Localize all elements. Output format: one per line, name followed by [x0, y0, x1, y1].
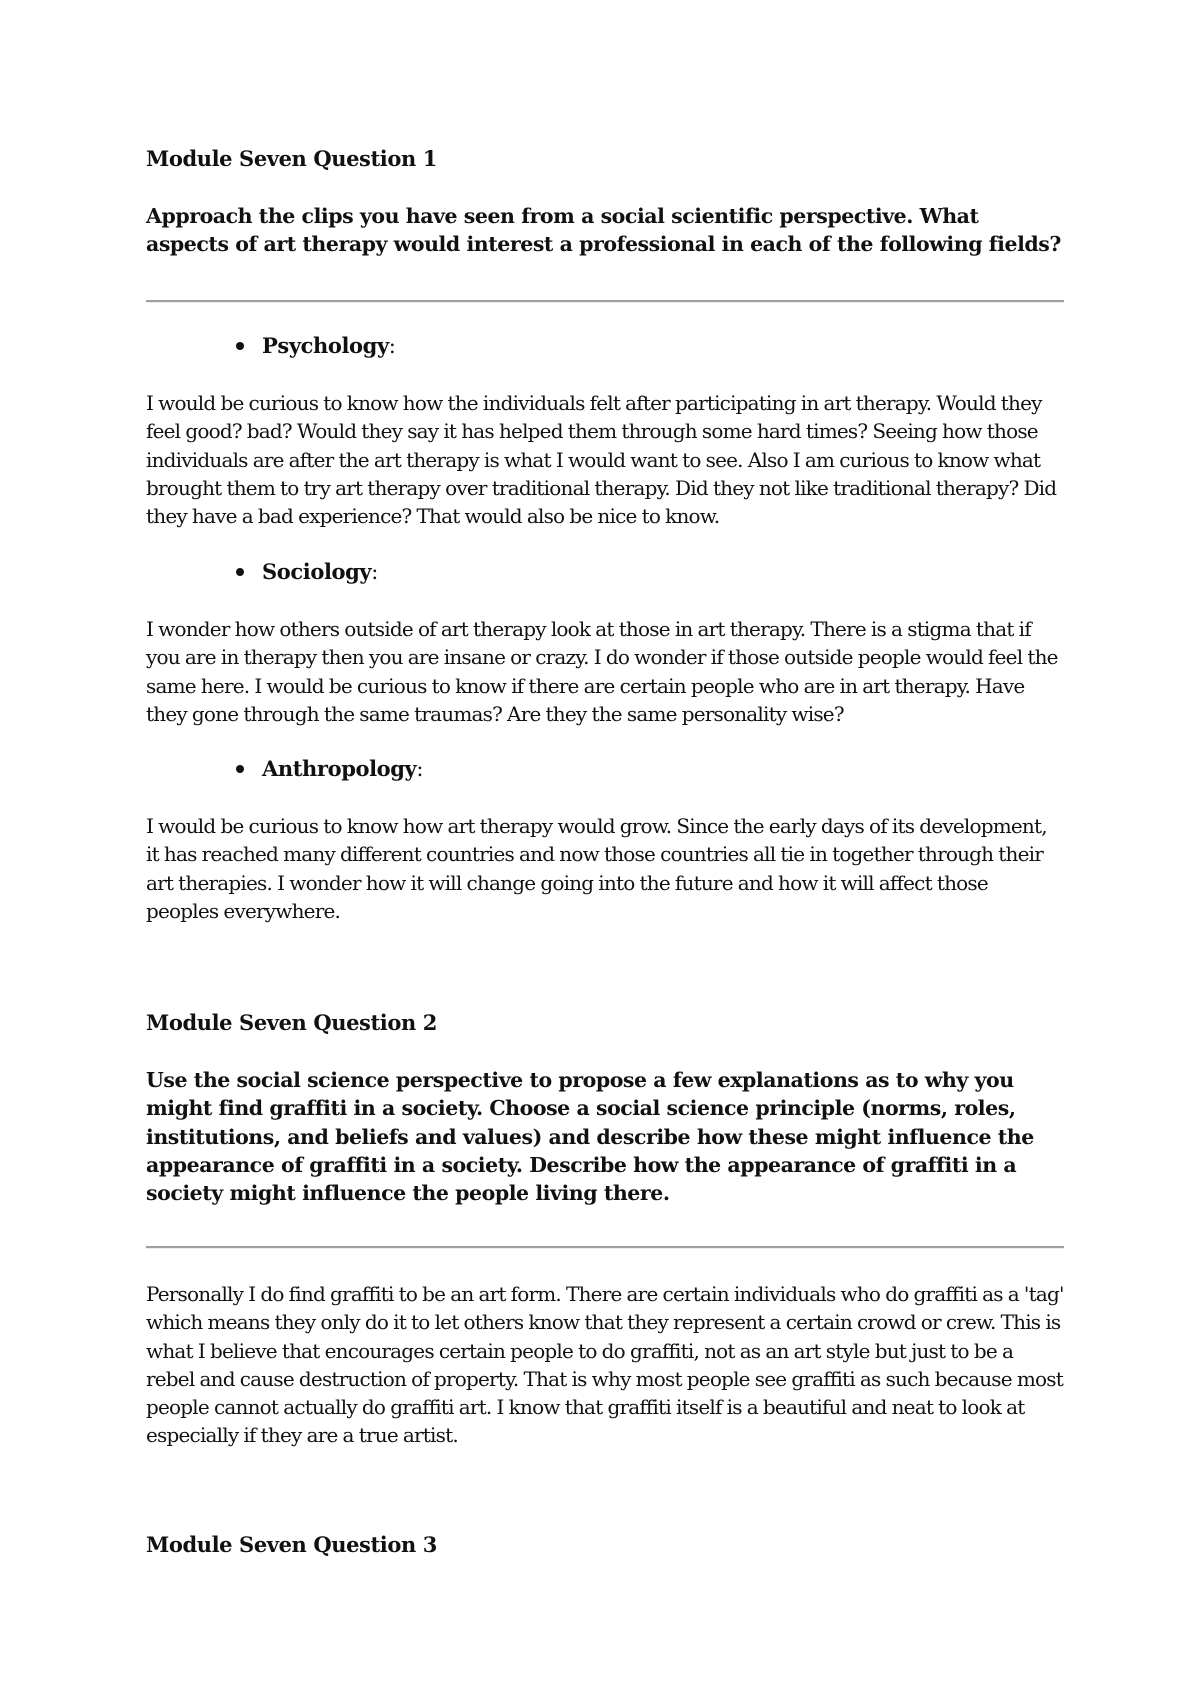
field-colon: :	[371, 560, 379, 584]
field-name: Sociology	[262, 559, 372, 584]
bullet-icon	[236, 568, 244, 576]
question-2-prompt: Use the social science perspective to propose a few explanations as to why you might find graffiti in a society. Choose a social science principle (norms, roles, institutions, and beliefs and values) and describe how these might influence the appearance of graffiti in a society. Describe how the appearance of graffiti in a society might influence the people living there.	[146, 1068, 1034, 1206]
field-colon: :	[388, 334, 396, 358]
sociology-answer: I wonder how others outside of art therapy look at those in art therapy. There is a stigma that if you are in therapy then you are insane or crazy. I do wonder if those outside people would feel the same here. I would be curious to know if there are certain people who are in art therapy. Have they gone through the same traumas? Are they the same personality wise?	[146, 617, 1058, 726]
field-sociology	[262, 559, 378, 584]
question-2-answer: Personally I do find graffiti to be an art form. There are certain individuals who do graffiti as a 'tag' which means they only do it to let others know that they represent a certain crowd or crew. This is what I believe that encourages certain people to do graffiti, not as an art style but just to be a rebel and cause destruction of property. That is why most people see graffiti as such because most people cannot actually do graffiti art. I know that graffiti itself is a beautiful and neat to look at especially if they are a true artist.	[146, 1282, 1064, 1448]
field-name: Psychology	[262, 333, 389, 358]
question-2-divider	[146, 1246, 1064, 1249]
question-3-heading: Module Seven Question 3	[146, 1532, 437, 1557]
field-colon: :	[416, 757, 424, 781]
field-anthropology	[262, 756, 423, 781]
anthropology-answer: I would be curious to know how art therapy would grow. Since the early days of its development, it has reached many different countries and now those countries all tie in together through their art therapies. I wonder how it will change going into the future and how it will affect those peoples everywhere.	[146, 814, 1047, 923]
question-1-divider	[146, 300, 1064, 303]
bullet-icon	[236, 342, 244, 350]
field-psychology	[262, 333, 396, 358]
psychology-answer: I would be curious to know how the individuals felt after participating in art therapy. Would they feel good? bad? Would they say it has helped them through some hard times? Seeing how those individuals are after the art therapy is what I would want to see. Also I am curious to know what brought them to try art therapy over traditional therapy. Did they not like traditional therapy? Did they have a bad experience? That would also be nice to know.	[146, 391, 1057, 529]
question-1-prompt: Approach the clips you have seen from a social scientific perspective. What aspects of art therapy would interest a professional in each of the following fields?	[146, 204, 1061, 257]
bullet-icon	[236, 765, 244, 773]
question-1-heading: Module Seven Question 1	[146, 146, 437, 171]
question-2-heading: Module Seven Question 2	[146, 1010, 437, 1035]
field-name: Anthropology	[262, 756, 417, 781]
